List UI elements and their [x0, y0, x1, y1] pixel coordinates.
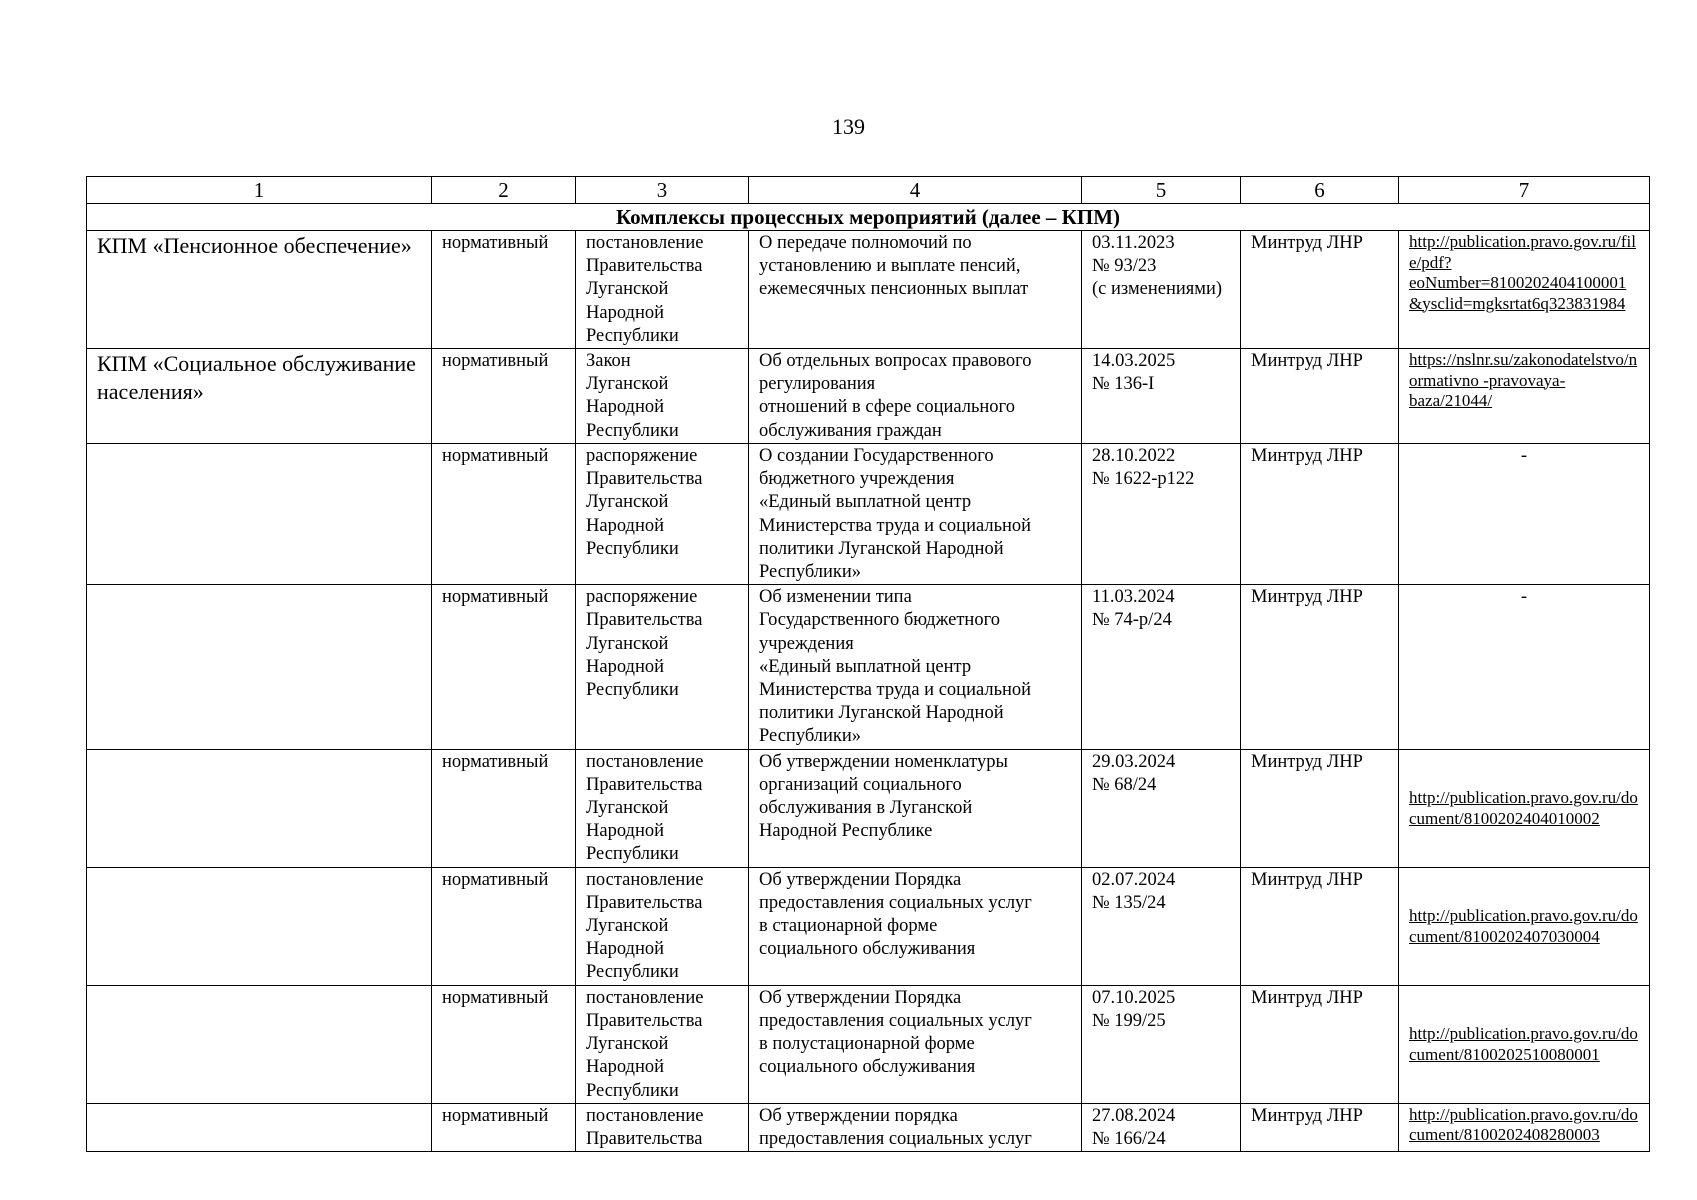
table-row	[87, 349, 1650, 444]
document-date-number: 14.03.2025 № 136-I	[1092, 351, 1176, 395]
document-date-number: 28.10.2022 № 1622-р122	[1092, 446, 1195, 490]
responsible-body: Минтруд ЛНР	[1241, 444, 1399, 585]
column-number-row	[87, 177, 1650, 204]
document-kind: распоряжение Правительства Луганской Народной Республики	[586, 446, 703, 559]
document-date-number: 02.07.2024 № 135/24	[1092, 869, 1176, 913]
document-title: Об утверждении Порядка предоставления социальных услуг в стационарной форме социального обслуживания	[759, 869, 1032, 960]
responsible-body: Минтруд ЛНР	[1241, 749, 1399, 867]
table-row	[87, 444, 1650, 585]
regulations-table	[86, 176, 1650, 1152]
program-name	[87, 1103, 432, 1151]
document-title: Об отдельных вопросах правового регулирования отношений в сфере социального обслуживания граждан	[759, 351, 1032, 441]
document-link[interactable]: http://publication.pravo.gov.ru/document/8100202404010002	[1409, 788, 1638, 828]
document-link[interactable]: http://publication.pravo.gov.ru/document/8100202408280003	[1409, 1104, 1638, 1145]
document-title: О создании Государственного бюджетного учреждения «Единый выплатной центр Министерства труда и социальной политики Луганской Народной Республики»	[759, 446, 1032, 583]
document-date-number: 29.03.2024 № 68/24	[1092, 751, 1176, 795]
table-row	[87, 867, 1650, 985]
document-type: нормативный	[432, 349, 576, 444]
document-title: Об утверждении номенклатуры организаций социального обслуживания в Луганской Народной Республике	[759, 751, 1008, 842]
responsible-body: Минтруд ЛНР	[1241, 1103, 1399, 1151]
column-header: 1	[87, 177, 432, 204]
responsible-body: Минтруд ЛНР	[1241, 867, 1399, 985]
document-link[interactable]: http://publication.pravo.gov.ru/document/8100202510080001	[1409, 1024, 1638, 1064]
program-name	[87, 585, 432, 749]
document-kind: Закон Луганской Народной Республики	[586, 351, 679, 441]
document-link[interactable]: http://publication.pravo.gov.ru/file/pdf?eoNumber=8100202404100001&ysclid=mgksrtat6q323831984	[1409, 232, 1636, 313]
page-number: 139	[832, 114, 865, 139]
document-date-number: 07.10.2025 № 199/25	[1092, 987, 1176, 1031]
document-type: нормативный	[432, 867, 576, 985]
document-title: Об утверждении Порядка предоставления социальных услуг в полустационарной форме социального обслуживания	[759, 987, 1032, 1078]
document-kind: постановление Правительства Луганской Народной Республики	[586, 233, 704, 346]
document-kind: постановление Правительства	[586, 1105, 704, 1149]
document-link-empty: -	[1399, 444, 1650, 585]
document-type: нормативный	[432, 1103, 576, 1151]
document-link-empty: -	[1399, 585, 1650, 749]
section-title: Комплексы процессных мероприятий (далее – КПМ)	[87, 204, 1650, 231]
responsible-body: Минтруд ЛНР	[1241, 585, 1399, 749]
column-header: 6	[1241, 177, 1399, 204]
document-kind: постановление Правительства Луганской Народной Республики	[586, 987, 704, 1101]
program-name	[87, 985, 432, 1103]
document-kind: распоряжение Правительства Луганской Народной Республики	[586, 587, 703, 701]
document-title: Об утверждении порядка предоставления социальных услуг	[759, 1105, 1032, 1149]
responsible-body: Минтруд ЛНР	[1241, 985, 1399, 1103]
document-kind: постановление Правительства Луганской Народной Республики	[586, 751, 704, 865]
table-row	[87, 1103, 1650, 1151]
document-title: О передаче полномочий по установлению и выплате пенсий, ежемесячных пенсионных выплат	[749, 231, 1082, 349]
responsible-body: Минтруд ЛНР	[1241, 231, 1399, 349]
document-type: нормативный	[432, 585, 576, 749]
table-row	[87, 585, 1650, 749]
document-link[interactable]: https://nslnr.su/zakonodatelstvo/normativno -pravovaya-baza/21044/	[1409, 350, 1638, 411]
table-row	[87, 231, 1650, 349]
column-header: 7	[1399, 177, 1650, 204]
table-row	[87, 749, 1650, 867]
program-name: КПМ «Пенсионное обеспечение»	[87, 231, 432, 349]
document-date-number: 03.11.2023 № 93/23 (с изменениями)	[1092, 233, 1223, 300]
program-name	[87, 867, 432, 985]
document-type: нормативный	[432, 749, 576, 867]
column-header: 3	[576, 177, 749, 204]
document-type: нормативный	[432, 231, 576, 349]
document-link[interactable]: http://publication.pravo.gov.ru/document/8100202407030004	[1409, 906, 1638, 946]
document-type: нормативный	[432, 985, 576, 1103]
column-header: 2	[432, 177, 576, 204]
document-kind: постановление Правительства Луганской Народной Республики	[586, 869, 704, 983]
program-name	[87, 749, 432, 867]
column-header: 4	[749, 177, 1082, 204]
program-name: КПМ «Социальное обслуживание населения»	[87, 349, 432, 444]
document-title: Об изменении типа Государственного бюджетного учреждения «Единый выплатной центр Министерства труда и социальной политики Луганской Народной Республики»	[759, 587, 1032, 747]
document-date-number: 11.03.2024 № 74-р/24	[1092, 587, 1175, 631]
program-name	[87, 444, 432, 585]
column-header: 5	[1082, 177, 1241, 204]
table-row	[87, 985, 1650, 1103]
document-date-number: 27.08.2024 № 166/24	[1092, 1105, 1176, 1149]
document-type: нормативный	[432, 444, 576, 585]
section-heading-row	[87, 204, 1650, 231]
responsible-body: Минтруд ЛНР	[1241, 349, 1399, 444]
